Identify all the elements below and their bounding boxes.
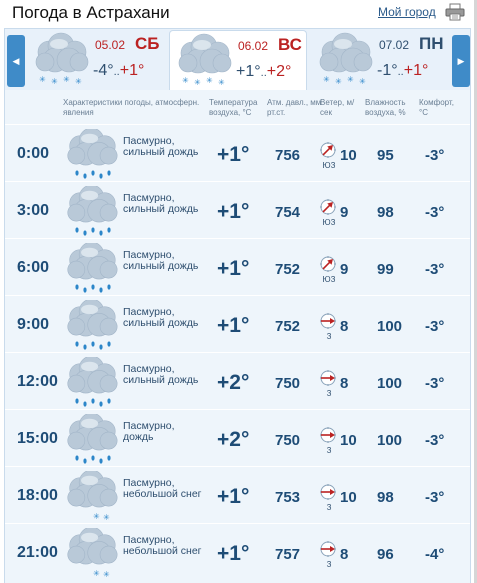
temp-sep: .. bbox=[397, 66, 404, 78]
row-comfort: -3° bbox=[425, 147, 445, 164]
row-temperature: +1° bbox=[217, 542, 250, 565]
row-time: 9:00 bbox=[17, 316, 50, 333]
table-row bbox=[5, 124, 470, 181]
rain-cloud-icon bbox=[63, 414, 123, 464]
table-row bbox=[5, 181, 470, 238]
rain-cloud-icon bbox=[63, 357, 123, 407]
table-row bbox=[5, 409, 470, 466]
row-description: Пасмурно, сильный дождь bbox=[123, 249, 199, 272]
row-wind-direction: З bbox=[326, 332, 332, 341]
day-tab-mon[interactable] bbox=[311, 30, 449, 90]
row-comfort: -3° bbox=[425, 489, 445, 506]
row-wind-speed: 8 bbox=[340, 546, 349, 563]
day-tab-sat[interactable] bbox=[27, 30, 165, 90]
temp-low: +1° bbox=[236, 63, 261, 80]
col-header-pressure: Атм. давл., мм рт.ст. bbox=[267, 98, 322, 117]
row-pressure: 752 bbox=[275, 261, 301, 278]
day-temps bbox=[377, 62, 428, 80]
rain-cloud-icon bbox=[63, 243, 123, 293]
row-wind-speed: 9 bbox=[340, 261, 349, 278]
row-pressure: 750 bbox=[275, 375, 301, 392]
day-tab-sun[interactable] bbox=[169, 30, 307, 90]
row-humidity: 95 bbox=[377, 147, 394, 164]
svg-text:✳: ✳ bbox=[103, 513, 110, 521]
snow-cloud-icon bbox=[315, 32, 375, 88]
page-title: Погода в Астрахани bbox=[12, 3, 170, 22]
wind-compass-icon bbox=[319, 369, 337, 387]
row-wind-speed: 10 bbox=[340, 489, 357, 506]
hourly-table bbox=[4, 90, 471, 583]
snow-cloud-icon bbox=[31, 32, 91, 88]
svg-text:✳: ✳ bbox=[103, 570, 110, 578]
row-wind-speed: 8 bbox=[340, 375, 349, 392]
day-temps bbox=[93, 62, 144, 80]
printer-icon[interactable] bbox=[445, 3, 465, 21]
my-city-link[interactable]: Мой город bbox=[378, 5, 436, 19]
row-temperature: +2° bbox=[217, 371, 250, 394]
day-date: 07.02 bbox=[379, 38, 410, 52]
day-date: 05.02 bbox=[95, 38, 126, 52]
day-temps bbox=[236, 63, 291, 81]
row-description: Пасмурно, небольшой снег bbox=[123, 477, 202, 500]
row-time: 15:00 bbox=[17, 430, 58, 447]
row-wind-speed: 10 bbox=[340, 432, 357, 449]
svg-text:✳: ✳ bbox=[206, 76, 213, 85]
rain-cloud-icon bbox=[63, 129, 123, 179]
day-of-week: ПН bbox=[419, 34, 444, 53]
wind-compass-icon bbox=[319, 312, 337, 330]
row-pressure: 756 bbox=[275, 147, 301, 164]
row-description: Пасмурно, сильный дождь bbox=[123, 192, 199, 215]
temp-high: +1° bbox=[119, 62, 145, 79]
snow-cloud-icon bbox=[63, 528, 123, 578]
row-time: 0:00 bbox=[17, 145, 50, 162]
svg-text:✳: ✳ bbox=[335, 77, 342, 86]
row-wind-direction: З bbox=[326, 503, 332, 512]
col-header-humidity: Влажность воздуха, % bbox=[365, 98, 406, 117]
row-wind-direction: З bbox=[326, 446, 332, 455]
col-header-comfort: Комфорт, °С bbox=[419, 98, 454, 117]
row-humidity: 99 bbox=[377, 261, 394, 278]
wind-compass-icon bbox=[319, 198, 337, 216]
row-humidity: 100 bbox=[377, 318, 403, 335]
row-wind-speed: 9 bbox=[340, 204, 349, 221]
svg-text:✳: ✳ bbox=[93, 569, 100, 578]
row-temperature: +1° bbox=[217, 485, 250, 508]
snow-cloud-icon bbox=[174, 33, 234, 89]
row-comfort: -4° bbox=[425, 546, 445, 563]
table-row bbox=[5, 523, 470, 580]
wind-compass-icon bbox=[319, 540, 337, 558]
col-header-wind: Ветер, м/сек bbox=[320, 98, 355, 117]
arrow-left-icon: ◀ bbox=[12, 55, 20, 66]
row-time: 21:00 bbox=[17, 544, 58, 561]
svg-text:✳: ✳ bbox=[93, 512, 100, 521]
row-comfort: -3° bbox=[425, 432, 445, 449]
next-day-button[interactable] bbox=[452, 35, 470, 87]
row-pressure: 753 bbox=[275, 489, 301, 506]
svg-text:✳: ✳ bbox=[182, 76, 189, 85]
rain-cloud-icon bbox=[63, 300, 123, 350]
wind-compass-icon bbox=[319, 426, 337, 444]
row-description: Пасмурно, сильный дождь bbox=[123, 306, 199, 329]
table-row bbox=[5, 466, 470, 523]
svg-text:✳: ✳ bbox=[51, 77, 58, 86]
svg-text:✳: ✳ bbox=[194, 78, 201, 87]
temp-high: +1° bbox=[403, 62, 429, 79]
wind-compass-icon bbox=[319, 141, 337, 159]
temp-low: -1° bbox=[377, 62, 398, 79]
rain-cloud-icon bbox=[63, 186, 123, 236]
svg-text:✳: ✳ bbox=[359, 77, 366, 86]
temp-sep: .. bbox=[113, 66, 120, 78]
table-row bbox=[5, 238, 470, 295]
col-header-conditions: Характеристики погоды, атмосферн. явления bbox=[63, 98, 200, 117]
row-humidity: 98 bbox=[377, 489, 394, 506]
day-date: 06.02 bbox=[238, 39, 269, 53]
row-description: Пасмурно, небольшой снег bbox=[123, 534, 202, 557]
row-pressure: 750 bbox=[275, 432, 301, 449]
temp-low: -4° bbox=[93, 62, 114, 79]
row-wind-direction: ЮЗ bbox=[322, 275, 336, 284]
svg-text:✳: ✳ bbox=[323, 75, 330, 84]
row-humidity: 100 bbox=[377, 432, 403, 449]
day-tabs bbox=[4, 28, 471, 90]
row-temperature: +2° bbox=[217, 428, 250, 451]
svg-text:✳: ✳ bbox=[39, 75, 46, 84]
row-wind-direction: ЮЗ bbox=[322, 218, 336, 227]
row-description: Пасмурно, сильный дождь bbox=[123, 363, 199, 386]
temp-sep: .. bbox=[260, 67, 267, 79]
col-header-temperature: Температура воздуха, °С bbox=[209, 98, 258, 117]
row-wind-direction: З bbox=[326, 389, 332, 398]
day-of-week: СБ bbox=[135, 34, 160, 53]
wind-compass-icon bbox=[319, 255, 337, 273]
svg-text:✳: ✳ bbox=[75, 77, 82, 86]
row-wind-speed: 8 bbox=[340, 318, 349, 335]
row-humidity: 100 bbox=[377, 375, 403, 392]
row-comfort: -3° bbox=[425, 204, 445, 221]
row-temperature: +1° bbox=[217, 314, 250, 337]
wind-compass-icon bbox=[319, 483, 337, 501]
row-humidity: 96 bbox=[377, 546, 394, 563]
table-header bbox=[5, 90, 470, 124]
svg-text:✳: ✳ bbox=[347, 75, 354, 84]
svg-text:✳: ✳ bbox=[63, 75, 70, 84]
row-wind-direction: З bbox=[326, 560, 332, 569]
svg-text:✳: ✳ bbox=[218, 78, 225, 87]
row-pressure: 754 bbox=[275, 204, 301, 221]
temp-high: +2° bbox=[266, 63, 292, 80]
row-temperature: +1° bbox=[217, 143, 250, 166]
table-row bbox=[5, 295, 470, 352]
row-humidity: 98 bbox=[377, 204, 394, 221]
arrow-right-icon: ▶ bbox=[457, 55, 465, 66]
row-pressure: 752 bbox=[275, 318, 301, 335]
row-time: 18:00 bbox=[17, 487, 58, 504]
snow-cloud-icon bbox=[63, 471, 123, 521]
row-time: 6:00 bbox=[17, 259, 50, 276]
row-comfort: -3° bbox=[425, 318, 445, 335]
row-time: 12:00 bbox=[17, 373, 58, 390]
day-of-week: ВС bbox=[278, 35, 302, 54]
row-temperature: +1° bbox=[217, 257, 250, 280]
row-description: Пасмурно, сильный дождь bbox=[123, 135, 199, 158]
row-comfort: -3° bbox=[425, 375, 445, 392]
table-row bbox=[5, 352, 470, 409]
row-comfort: -3° bbox=[425, 261, 445, 278]
header bbox=[0, 0, 471, 28]
row-wind-direction: ЮЗ bbox=[322, 161, 336, 170]
row-wind-speed: 10 bbox=[340, 147, 357, 164]
prev-day-button[interactable] bbox=[7, 35, 25, 87]
row-time: 3:00 bbox=[17, 202, 50, 219]
row-pressure: 757 bbox=[275, 546, 301, 563]
row-description: Пасмурно, дождь bbox=[123, 420, 175, 443]
row-temperature: +1° bbox=[217, 200, 250, 223]
